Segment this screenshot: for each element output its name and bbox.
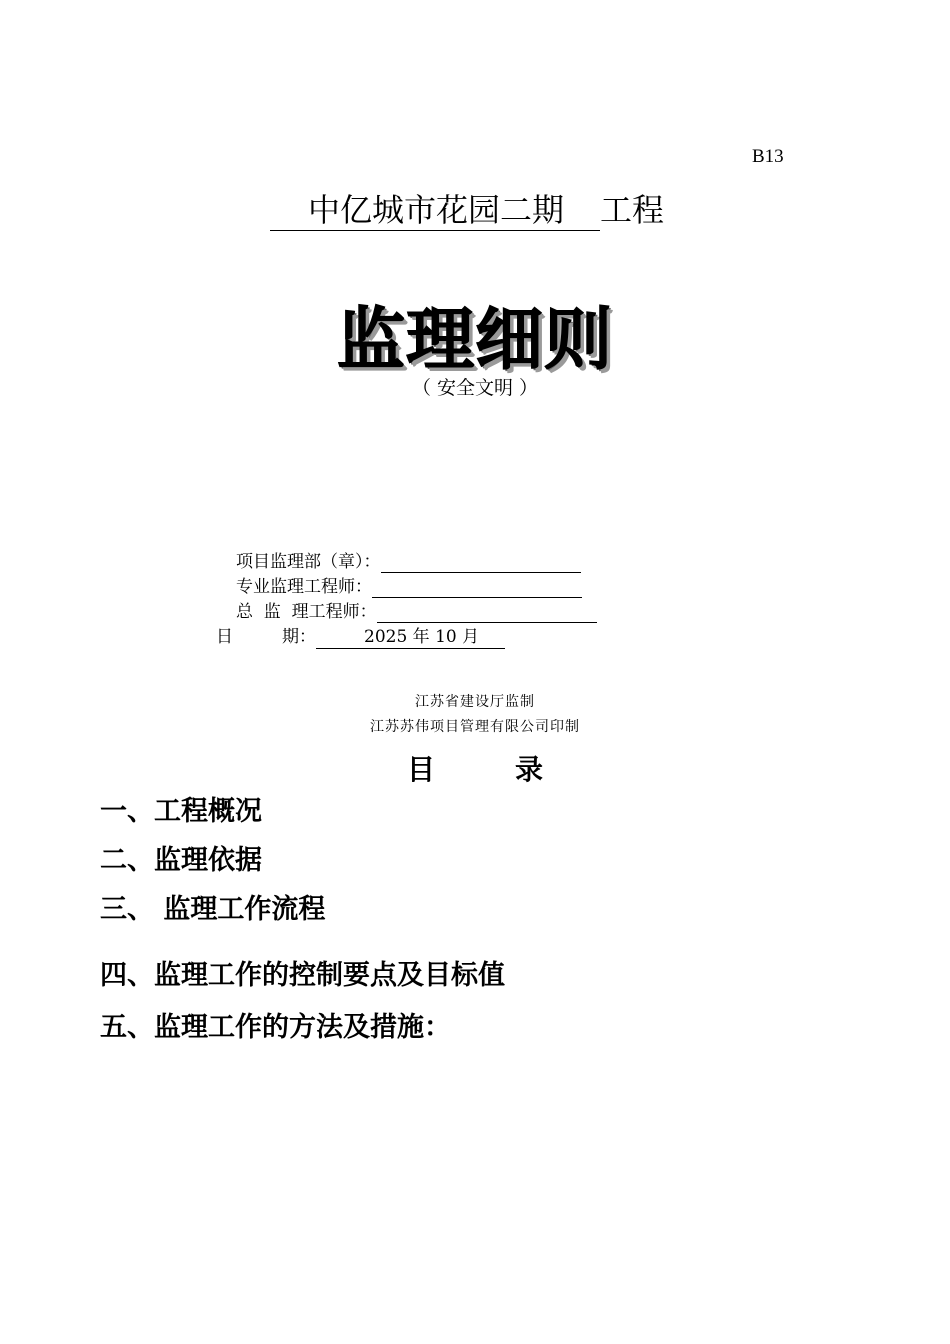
toc-title <box>0 748 950 788</box>
toc-title-a: 目 <box>406 753 435 786</box>
engineer-row <box>236 576 582 598</box>
project-name-line <box>270 190 664 231</box>
toc-item: 四、监理工作的控制要点及目标值 <box>100 960 505 991</box>
toc-title-b: 录 <box>515 753 544 786</box>
date-row <box>216 626 505 649</box>
project-suffix: 工程 <box>600 191 665 229</box>
date-label-a: 日 <box>216 627 233 647</box>
toc-item: 一、工程概况 <box>100 796 262 827</box>
engineer-signature-line <box>372 579 582 598</box>
toc-item: 五、监理工作的方法及措施： <box>100 1012 451 1043</box>
dept-label: 项目监理部（章）： <box>236 552 381 572</box>
toc-item: 二、监理依据 <box>100 845 262 876</box>
printer-text: 江苏苏伟项目管理有限公司印制 <box>370 719 580 735</box>
supervisor-text: 江苏省建设厅监制 <box>415 694 535 710</box>
main-title: 监理细则 <box>336 301 613 380</box>
chief-signature-line <box>377 604 597 623</box>
document-code: B13 <box>752 146 784 167</box>
engineer-label: 专业监理工程师： <box>236 577 372 597</box>
project-name: 中亿城市花园二期 <box>308 191 565 229</box>
project-name-underline <box>270 190 600 231</box>
subtitle: （ 安全文明 ） <box>411 377 539 399</box>
chief-label: 总 监 理工程师： <box>236 602 377 622</box>
dept-row <box>236 551 581 573</box>
chief-row <box>236 601 597 623</box>
toc-item: 三、 监理工作流程 <box>100 894 326 925</box>
date-label-b: 期： <box>282 627 316 647</box>
date-value: 2025 年 10 月 <box>316 626 505 649</box>
dept-signature-line <box>381 554 581 573</box>
